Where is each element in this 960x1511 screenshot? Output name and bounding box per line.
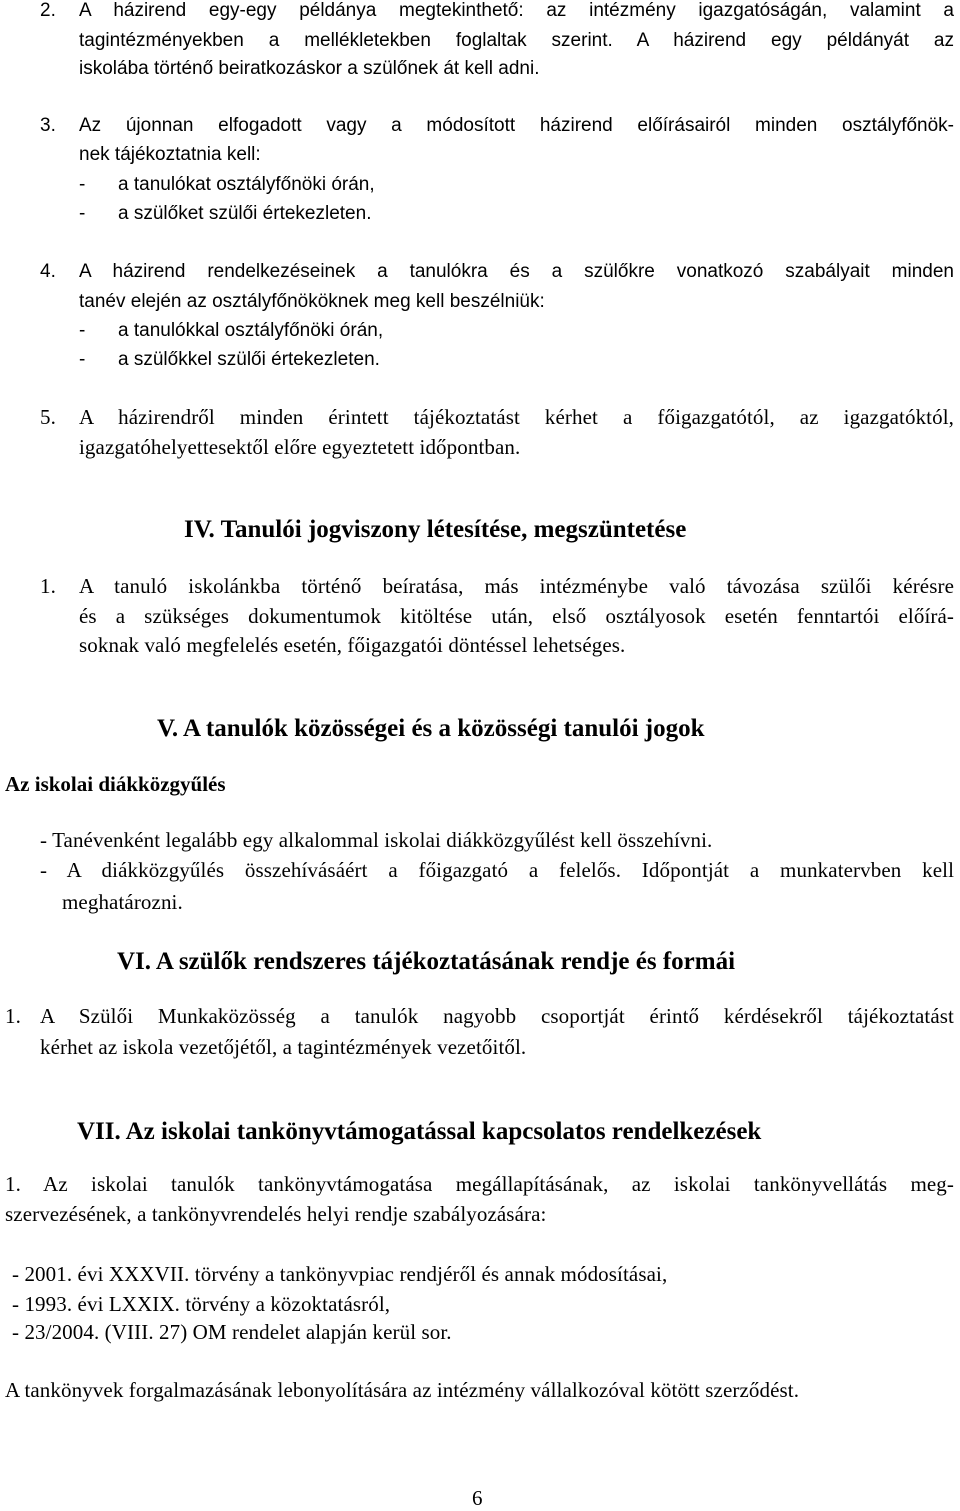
page-number: 6 — [472, 1486, 483, 1510]
bullet-dash: - — [79, 349, 86, 370]
paragraph-line: 1. Az iskolai tanulók tankönyvtámogatása megállapításának, az iskolai tankönyvellátás meg- — [5, 1172, 954, 1196]
item-text-line: A házirend rendelkezéseinek a tanulókra és a szülőkre vonatkozó szabályait minden — [79, 261, 954, 282]
paragraph-line: meghatározni. — [62, 890, 183, 914]
item-text-line: A házirend egy-egy példánya megtekinthető: az intézmény igazgatóságán, valamint a — [79, 0, 954, 21]
item-text-line: A házirendről minden érintett tájékoztatást kérhet a főigazgatótól, az igazgatóktól, — [79, 405, 954, 429]
paragraph-line: - A diákközgyűlés összehívásáért a főigazgató a felelős. Időpontját a munkatervben kell — [40, 858, 954, 882]
law-item: - 1993. évi LXXIX. törvény a közoktatásról, — [12, 1292, 391, 1316]
section-heading-v: V. A tanulók közösségei és a közösségi tanulói jogok — [157, 715, 705, 742]
bullet-dash: - — [79, 320, 86, 341]
item-number: 2. — [40, 0, 56, 21]
item-number: 5. — [40, 405, 56, 429]
paragraph-line: és a szükséges dokumentumok kitöltése után, első osztályosok esetén fenntartói előírá- — [79, 604, 954, 628]
closing-paragraph: A tankönyvek forgalmazásának lebonyolítására az intézmény vállalkozóval kötött szerződést. — [5, 1378, 800, 1402]
section-heading-vii: VII. Az iskolai tankönyvtámogatással kapcsolatos rendelkezések — [77, 1118, 762, 1145]
law-item: - 23/2004. (VIII. 27) OM rendelet alapján kerül sor. — [12, 1320, 452, 1344]
bullet-text: a szülőket szülői értekezleten. — [118, 203, 372, 224]
bullet-text: a tanulókat osztályfőnöki órán, — [118, 174, 375, 195]
item-number: 1. — [5, 1004, 21, 1028]
bullet-text: a szülőkkel szülői értekezleten. — [118, 349, 380, 370]
bullet-text: a tanulókkal osztályfőnöki órán, — [118, 320, 384, 341]
paragraph-line: A tanuló iskolánkba történő beíratása, más intézménybe való távozása szülői kérésre — [79, 574, 954, 598]
item-text-line: tagintézményekben a mellékletekben foglaltak szerint. A házirend egy példányát az — [79, 30, 954, 51]
bullet-dash: - — [79, 174, 86, 195]
paragraph-line: - Tanévenként legalább egy alkalommal iskolai diákközgyűlést kell összehívni. — [40, 828, 713, 852]
item-number: 1. — [40, 574, 56, 598]
paragraph-line: kérhet az iskola vezetőjétől, a tagintézmények vezetőitől. — [40, 1035, 527, 1059]
item-text-line: igazgatóhelyettesektől előre egyeztetett időpontban. — [79, 435, 521, 459]
item-number: 3. — [40, 115, 56, 136]
item-text-line: Az újonnan elfogadott vagy a módosított házirend előírásairól minden osztályfőnök- — [79, 115, 954, 136]
item-number: 4. — [40, 261, 56, 282]
item-text-line: iskolába történő beiratkozáskor a szülőnek át kell adni. — [79, 58, 540, 79]
section-heading-iv: IV. Tanulói jogviszony létesítése, megszüntetése — [184, 516, 687, 543]
subheading-diakkozgyules: Az iskolai diákközgyűlés — [5, 772, 226, 796]
law-item: - 2001. évi XXXVII. törvény a tankönyvpiac rendjéről és annak módosításai, — [12, 1262, 668, 1286]
paragraph-line: A Szülői Munkaközösség a tanulók nagyobb csoportját érintő kérdésekről tájékoztatást — [40, 1004, 954, 1028]
paragraph-line: szervezésének, a tankönyvrendelés helyi rendje szabályozására: — [5, 1202, 547, 1226]
section-heading-vi: VI. A szülők rendszeres tájékoztatásának rendje és formái — [117, 948, 736, 975]
item-text-line: nek tájékoztatnia kell: — [79, 144, 261, 165]
bullet-dash: - — [79, 203, 86, 224]
paragraph-line: soknak való megfelelés esetén, főigazgatói döntéssel lehetséges. — [79, 633, 626, 657]
item-text-line: tanév elején az osztályfőnököknek meg kell beszélniük: — [79, 291, 545, 312]
